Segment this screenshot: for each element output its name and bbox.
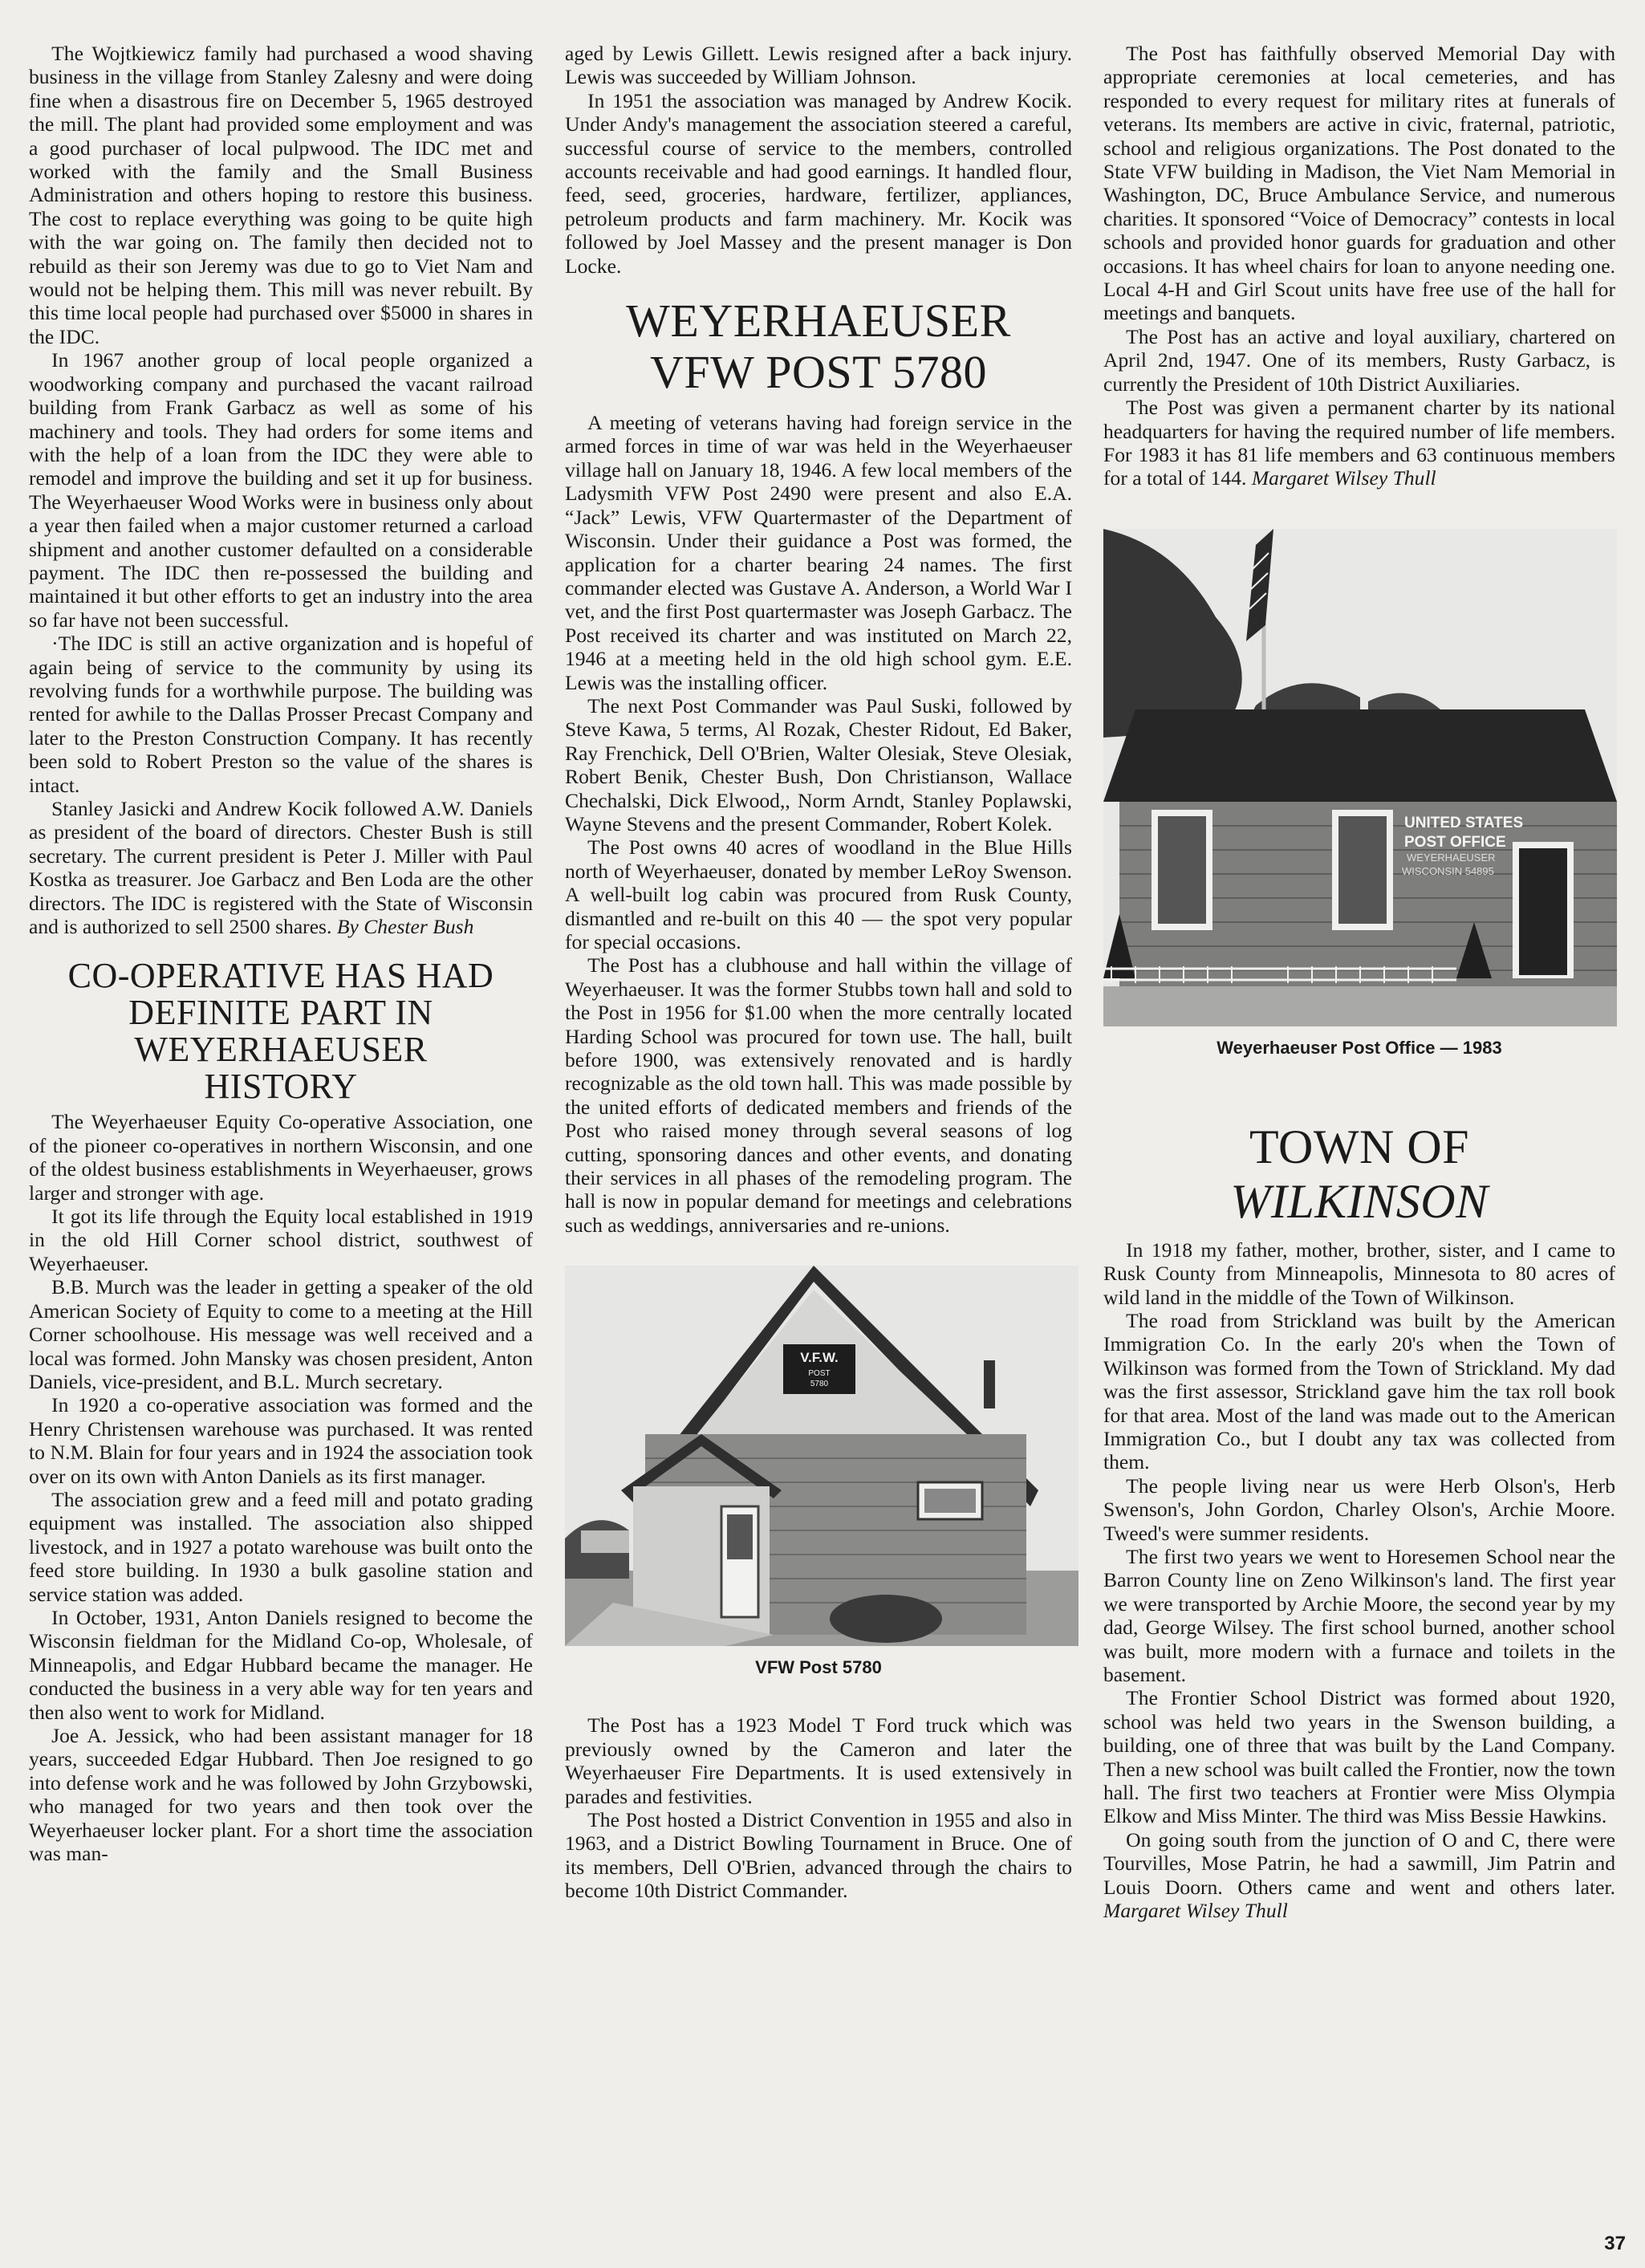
column-2 xyxy=(565,42,1072,1903)
paragraph: The next Post Commander was Paul Suski, followed by Steve Kawa, 5 terms, Al Rozak, Chester Ridout, Ed Baker, Ray Frenchick, Dell O'Brien, Walter Olesiak, Steve Olesiak, Robert Benik, Chester Bush, Don Christianson, Wallace Chechalski, Dick Elwood,, Norm Arndt, Stanley Poplawski, Wayne Stevens and the present Commander, Robert Kolek. xyxy=(565,693,1072,835)
heading-line: DEFINITE PART IN xyxy=(128,993,433,1033)
heading-line: VFW POST 5780 xyxy=(649,346,988,399)
paragraph: B.B. Murch was the leader in getting a speaker of the old American Society of Equity to come to a meeting at the Hill Corner schoolhouse. His message was well received and a local was formed. John Mansky was chosen president, Anton Daniels, vice-president, and B.L. Murch secretary. xyxy=(29,1275,533,1393)
sign-line: 5780 xyxy=(810,1380,829,1389)
column-3 xyxy=(1103,42,1615,1923)
article-heading-cooperative xyxy=(29,957,533,1105)
author-signature: Margaret Wilsey Thull xyxy=(1251,466,1436,490)
paragraph: The Post has a clubhouse and hall within the village of Weyerhaeuser. It was the former Stubbs town hall and sold to the Post in 1956 for $1.00 when the more centrally located Harding School was procured for town use. The hall, built before 1900, was extensively renovated and is hardly recognizable as the old town hall. This was made possible by the united efforts of dedicated members and friends of the Post who raised money through several seasons of log cutting, sponsoring dances and other events, and donating their services in all phases of the remodeling program. The hall is now in popular demand for meetings and celebrations such as weddings, anniversaries and re-unions. xyxy=(565,953,1072,1237)
column-1 xyxy=(29,42,533,1865)
heading-line: HISTORY xyxy=(204,1067,358,1107)
paragraph: The road from Strickland was built by the American Immigration Co. In the early 20's when the Town of Wilkinson was formed from the Town of Strickland. My dad was the first assessor, Strickland gave him the tax roll book for that area. Most of the land was made out to the American Immigration Co., but I doubt any tax was collected from them. xyxy=(1103,1308,1615,1474)
author-signature: By Chester Bush xyxy=(336,915,474,939)
heading-line: WEYERHAEUSER xyxy=(626,295,1011,348)
vfw-hall-photo xyxy=(565,1266,1078,1646)
paragraph: The association grew and a feed mill and potato grading equipment was installed. The association also shipped livestock, and in 1927 a potato warehouse was built onto the feed store building. In 1930 a bulk gasoline station and service station was added. xyxy=(29,1487,533,1606)
paragraph: The Weyerhaeuser Equity Co-operative Association, one of the pioneer co-operatives in northern Wisconsin, and one of the oldest business establishments in Weyerhaeuser, grows larger and stronger with age. xyxy=(29,1110,533,1205)
heading-line: TOWN OF xyxy=(1249,1120,1470,1173)
post-office-photo xyxy=(1103,529,1617,1026)
photo-caption: Weyerhaeuser Post Office — 1983 xyxy=(1216,1037,1502,1058)
sign-line: WISCONSIN 54895 xyxy=(1402,864,1494,877)
paragraph-with-signature xyxy=(1103,396,1615,490)
paragraph: ·The IDC is still an active organization and is hopeful of again being of service to the community by using its revolving funds for a worthwhile purpose. The building was rented for awhile to the Dallas Prosser Precast Company and later to the Preston Construction Company. It has recently been sold to Robert Preston so the value of the shares is intact. xyxy=(29,632,533,797)
paragraph: The first two years we went to Horesemen School near the Barron County line on Zeno Wilkinson's land. The first year we were transported by Archie Moore, the second year by my dad, George Wilsey. The first school burned, another school was built, more modern with a furnace and toilets in the basement. xyxy=(1103,1545,1615,1687)
sign-line: UNITED STATES xyxy=(1404,814,1524,831)
paragraph: In 1918 my father, mother, brother, sister, and I came to Rusk County from Minneapolis, Minnesota to 80 acres of wild land in the middle of the Town of Wilkinson. xyxy=(1103,1238,1615,1309)
paragraph: It got its life through the Equity local established in 1919 in the old Hill Corner school district, southwest of Weyerhaeuser. xyxy=(29,1205,533,1275)
sign-line: V.F.W. xyxy=(800,1350,839,1366)
paragraph: Joe A. Jessick, who had been assistant manager for 18 years, succeeded Edgar Hubbard. Then Joe resigned to go into defense work and he was followed by John Grzybowski, who managed for two years and then took over the Weyerhaeuser locker plant. For a short time the association was man- xyxy=(29,1724,533,1866)
paragraph-text: On going south from the junction of O and C, there were Tourvilles, Mose Patrin, he had a sawmill, Jim Patrin and Louis Doorn. Others came and went and others later. xyxy=(1103,1827,1615,1899)
paragraph-text: Stanley Jasicki and Andrew Kocik followed A.W. Daniels as president of the board of directors. Chester Bush is still secretary. The current president is Peter J. Miller with Paul Kostka as treasurer. Joe Garbacz and Ben Loda are the other directors. The IDC is registered with the State of Wisconsin and is authorized to sell 2500 shares. xyxy=(29,797,533,939)
paragraph: The Post has an active and loyal auxiliary, chartered on April 2nd, 1947. One of its members, Rusty Garbacz, is currently the President of 10th District Auxiliaries. xyxy=(1103,324,1615,396)
paragraph: The Post hosted a District Convention in 1955 and also in 1963, and a District Bowling Tournament in Bruce. One of its members, Dell O'Brien, advanced through the chairs to become 10th District Commander. xyxy=(565,1807,1072,1903)
paragraph: The Post has a 1923 Model T Ford truck which was previously owned by the Cameron and later the Weyerhaeuser Fire Departments. It is used extensively in parades and festivities. xyxy=(565,1713,1072,1808)
paragraph: In 1951 the association was managed by Andrew Kocik. Under Andy's management the association steered a careful, successful course of service to the members, controlled accounts receivable and had good earnings. It handled flour, feed, seed, groceries, hardware, fertilizer, appliances, petroleum products and farm machinery. Mr. Kocik was followed by Joel Massey and the present manager is Don Locke. xyxy=(565,88,1072,278)
paragraph-text: The Post was given a permanent charter by its national headquarters for having the required number of life members. For 1983 it has 81 life members and 63 continuous members for a total of 144. xyxy=(1103,396,1615,490)
heading-line: WILKINSON xyxy=(1230,1174,1489,1228)
paragraph-with-signature xyxy=(1103,1828,1615,1923)
sign-line: POST OFFICE xyxy=(1404,833,1506,851)
paragraph: The Post owns 40 acres of woodland in the Blue Hills north of Weyerhaeuser, donated by member LeRoy Swenson. A well-built log cabin was procured from Rusk County, dismantled and re-built on this 40 — the spot very popular for special occasions. xyxy=(565,835,1072,953)
page-number: 37 xyxy=(1604,2233,1626,2254)
paragraph: In 1967 another group of local people organized a woodworking company and purchased the vacant railroad building from Frank Garbacz as well as some of his machinery and tools. They had orders for some items and with the help of a loan from the IDC they were able to remodel and improve the building and set it up for business. The Weyerhaeuser Wood Works were in business only about a year then failed when a major customer returned a carload shipment and another customer defaulted on a considerable payment. The IDC then re-possessed the building and maintained it but other efforts to get an industry into the area so far have not been successful. xyxy=(29,348,533,632)
article-heading-wilkinson xyxy=(1103,1120,1615,1229)
heading-line: WEYERHAEUSER xyxy=(134,1030,428,1070)
paragraph: The Wojtkiewicz family had purchased a wood shaving business in the village from Stanley Zalesny and were doing fine when a disastrous fire on December 5, 1965 destroyed the mill. The plant had provided some employment and was a good purchaser of local pulpwood. The IDC met and worked with the family and the Small Business Administration and others hoping to restore this business. The cost to replace everything was going to be quite high with the war going on. The family then decided not to rebuild as their son Jeremy was due to go to Viet Nam and would not be helping them. This mill was never rebuilt. By this time local people had purchased over $5000 in shares in the IDC. xyxy=(29,42,533,348)
paragraph: The people living near us were Herb Olson's, Herb Swenson's, John Gordon, Charley Olson's, Archie Moore. Tweed's were summer residents. xyxy=(1103,1473,1615,1545)
sign-line: POST xyxy=(808,1369,831,1379)
paragraph: A meeting of veterans having had foreign service in the armed forces in time of war was held in the Weyerhaeuser village hall on January 18, 1946. A few local members of the Ladysmith VFW Post 2490 were present and also E.A. “Jack” Lewis, VFW Quartermaster of the Department of Wisconsin. Under their guidance a Post was formed, the application for a charter bearing 24 names. The first commander elected was Gustave A. Anderson, a World War I vet, and the first Post quartermaster was Joseph Garbacz. The Post received its charter and was instituted on March 22, 1946 at a meeting held in the old high school gym. E.E. Lewis was the installing officer. xyxy=(565,411,1072,694)
photo-caption: VFW Post 5780 xyxy=(755,1657,882,1678)
paragraph: aged by Lewis Gillett. Lewis resigned after a back injury. Lewis was succeeded by William Johnson. xyxy=(565,42,1072,89)
author-signature: Margaret Wilsey Thull xyxy=(1103,1899,1288,1923)
paragraph: The Post has faithfully observed Memorial Day with appropriate ceremonies at local cemeteries, and has responded to every request for military rites at funerals of veterans. Its members are active in civic, fraternal, patriotic, school and religious organizations. The Post donated to the State VFW building in Madison, the Viet Nam Memorial in Washington, DC, Bruce Ambulance Service, and numerous charities. It sponsored “Voice of Democracy” contests in local schools and provided honor guards for graduation and other occasions. It has wheel chairs for loan to anyone needing one. Local 4-H and Girl Scout units have free use of the hall for meetings and banquets. xyxy=(1103,42,1615,325)
heading-line: CO-OPERATIVE HAS HAD xyxy=(67,956,494,996)
sign-line: WEYERHAEUSER xyxy=(1407,851,1496,864)
paragraph-with-signature xyxy=(29,797,533,938)
paragraph: The Frontier School District was formed about 1920, school was held two years in the Swenson building, a building, one of three that was built by the Land Company. Then a new school was built called the Frontier, now the town hall. The first two teachers at Frontier were Miss Olympia Elkow and Miss Minter. The third was Miss Bessie Hawkins. xyxy=(1103,1686,1615,1828)
paragraph: In 1920 a co-operative association was formed and the Henry Christensen warehouse was purchased. It was rented to N.M. Blain for four years and in 1924 the association took over on its own with Anton Daniels as its first manager. xyxy=(29,1393,533,1488)
paragraph: In October, 1931, Anton Daniels resigned to become the Wisconsin fieldman for the Midland Co-op, Wholesale, of Minneapolis, and Edgar Hubbard became the manager. He conducted the business in a very able way for ten years and then also went to work for Midland. xyxy=(29,1605,533,1724)
article-heading-vfw xyxy=(565,295,1072,398)
